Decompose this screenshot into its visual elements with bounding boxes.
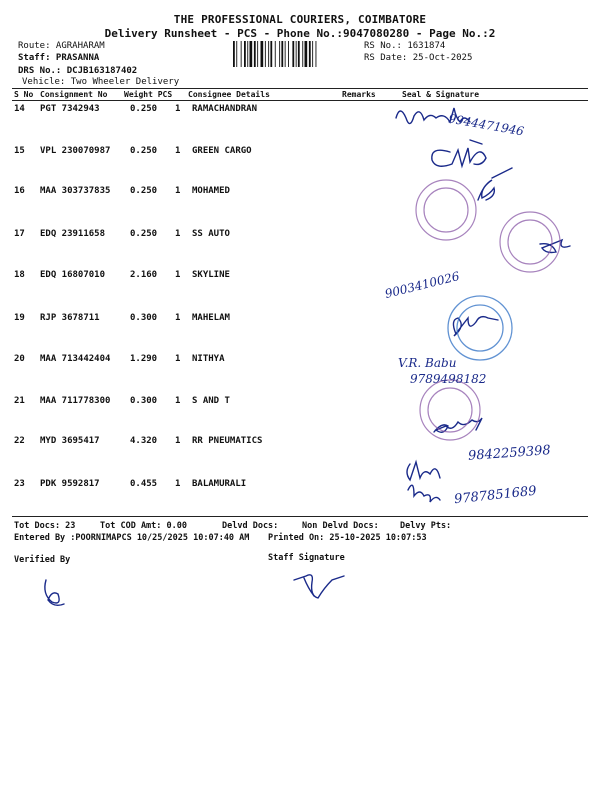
row-weight: 0.300 (130, 313, 158, 323)
row-pcs: 1 (175, 479, 181, 489)
row-consignment-no: EDQ 16807010 (40, 270, 106, 280)
row-consignee: BALAMURALI (192, 479, 247, 489)
row-sno: 14 (14, 104, 25, 114)
table-row (0, 146, 600, 166)
handwritten-phone-22: 9842259398 (467, 443, 552, 464)
company-name: THE PROFESSIONAL COURIERS, COIMBATORE (173, 13, 427, 26)
row-pcs: 1 (175, 146, 181, 156)
non-delivered-docs: Non Delvd Docs: (302, 521, 379, 531)
table-row (0, 104, 600, 124)
staff-label: Staff: PRASANNA (18, 53, 100, 63)
table-row (0, 229, 600, 249)
row-consignment-no: EDQ 23911658 (40, 229, 106, 239)
handwritten-phone-20: 9789498182 (410, 372, 487, 386)
row-weight: 1.290 (130, 354, 158, 364)
row-consignment-no: MAA 711778300 (40, 396, 111, 406)
row-pcs: 1 (175, 229, 181, 239)
row-sno: 21 (14, 396, 25, 406)
table-row (0, 396, 600, 416)
handwritten-name-20: V.R. Babu (398, 356, 457, 370)
row-sno: 22 (14, 436, 25, 446)
total-docs: Tot Docs: 23 (14, 521, 76, 531)
signature-row-22 (407, 462, 440, 480)
row-consignment-no: RJP 3678711 (40, 313, 100, 323)
row-pcs: 1 (175, 270, 181, 280)
barcode (231, 41, 361, 67)
route-label: Route: AGRAHARAM (18, 41, 105, 51)
row-consignment-no: PGT 7342943 (40, 104, 100, 114)
entered-by: Entered By :POORNIMAPCS 10/25/2025 10:07:40 AM (14, 533, 250, 543)
handwritten-phone-14: 9944471946 (447, 111, 525, 139)
row-consignment-no: PDK 9592817 (40, 479, 100, 489)
row-sno: 19 (14, 313, 25, 323)
table-row (0, 186, 600, 206)
row-weight: 0.300 (130, 396, 158, 406)
col-consignee: Consignee Details (188, 90, 270, 99)
verifier-signature (36, 574, 76, 614)
total-cod-amount: Tot COD Amt: 0.00 (100, 521, 187, 531)
row-sno: 15 (14, 146, 25, 156)
row-weight: 2.160 (130, 270, 158, 280)
printed-on: Printed On: 25-10-2025 10:07:53 (268, 533, 427, 543)
rs-number: RS No.: 1631874 (364, 41, 446, 51)
row-weight: 4.320 (130, 436, 158, 446)
row-weight: 0.250 (130, 229, 158, 239)
vehicle-label: Vehicle: Two Wheeler Delivery (22, 77, 180, 87)
table-row (0, 270, 600, 290)
row-sno: 17 (14, 229, 25, 239)
runsheet-title: Delivery Runsheet - PCS - Phone No.:9047080280 - Page No.:2 (104, 27, 496, 40)
signature-row-21 (434, 418, 482, 432)
row-consignee: RR PNEUMATICS (192, 436, 263, 446)
drs-number: DRS No.: DCJB163187402 (18, 66, 138, 76)
row-sno: 23 (14, 479, 25, 489)
col-seal-signature: Seal & Signature (402, 90, 480, 99)
row-consignment-no: MAA 303737835 (40, 186, 111, 196)
row-consignee: SKYLINE (192, 270, 230, 280)
row-weight: 0.455 (130, 479, 158, 489)
row-sno: 18 (14, 270, 25, 280)
table-row (0, 354, 600, 374)
row-sno: 16 (14, 186, 25, 196)
row-consignment-no: MAA 713442404 (40, 354, 111, 364)
row-sno: 20 (14, 354, 25, 364)
col-remarks: Remarks (342, 90, 376, 99)
handwritten-phone-18: 9003410026 (383, 268, 461, 302)
row-consignee: RAMACHANDRAN (192, 104, 258, 114)
row-consignment-no: VPL 230070987 (40, 146, 111, 156)
col-consignment: Consignment No (40, 90, 108, 99)
row-weight: 0.250 (130, 186, 158, 196)
row-consignee: S AND T (192, 396, 230, 406)
header-divider-top (12, 88, 588, 89)
rs-date: RS Date: 25-Oct-2025 (364, 53, 473, 63)
row-pcs: 1 (175, 436, 181, 446)
row-weight: 0.250 (130, 146, 158, 156)
row-consignment-no: MYD 3695417 (40, 436, 100, 446)
row-consignee: MOHAMED (192, 186, 230, 196)
table-row (0, 313, 600, 333)
delivery-points: Delvy Pts: (400, 521, 452, 531)
row-pcs: 1 (175, 354, 181, 364)
verified-by-label: Verified By (14, 555, 71, 565)
row-pcs: 1 (175, 186, 181, 196)
col-sno: S No (14, 90, 34, 99)
row-weight: 0.250 (130, 104, 158, 114)
staff-signature (288, 566, 348, 606)
handwritten-phone-23: 9787851689 (453, 483, 538, 508)
row-pcs: 1 (175, 396, 181, 406)
row-consignee: NITHYA (192, 354, 225, 364)
staff-signature-label: Staff Signature (268, 553, 345, 563)
header-divider-bottom (12, 100, 588, 101)
row-pcs: 1 (175, 104, 181, 114)
delivered-docs: Delvd Docs: (222, 521, 279, 531)
row-consignee: SS AUTO (192, 229, 230, 239)
col-weight-pcs: Weight PCS (124, 90, 173, 99)
row-pcs: 1 (175, 313, 181, 323)
row-consignee: GREEN CARGO (192, 146, 252, 156)
footer-divider (12, 516, 588, 517)
row-consignee: MAHELAM (192, 313, 230, 323)
